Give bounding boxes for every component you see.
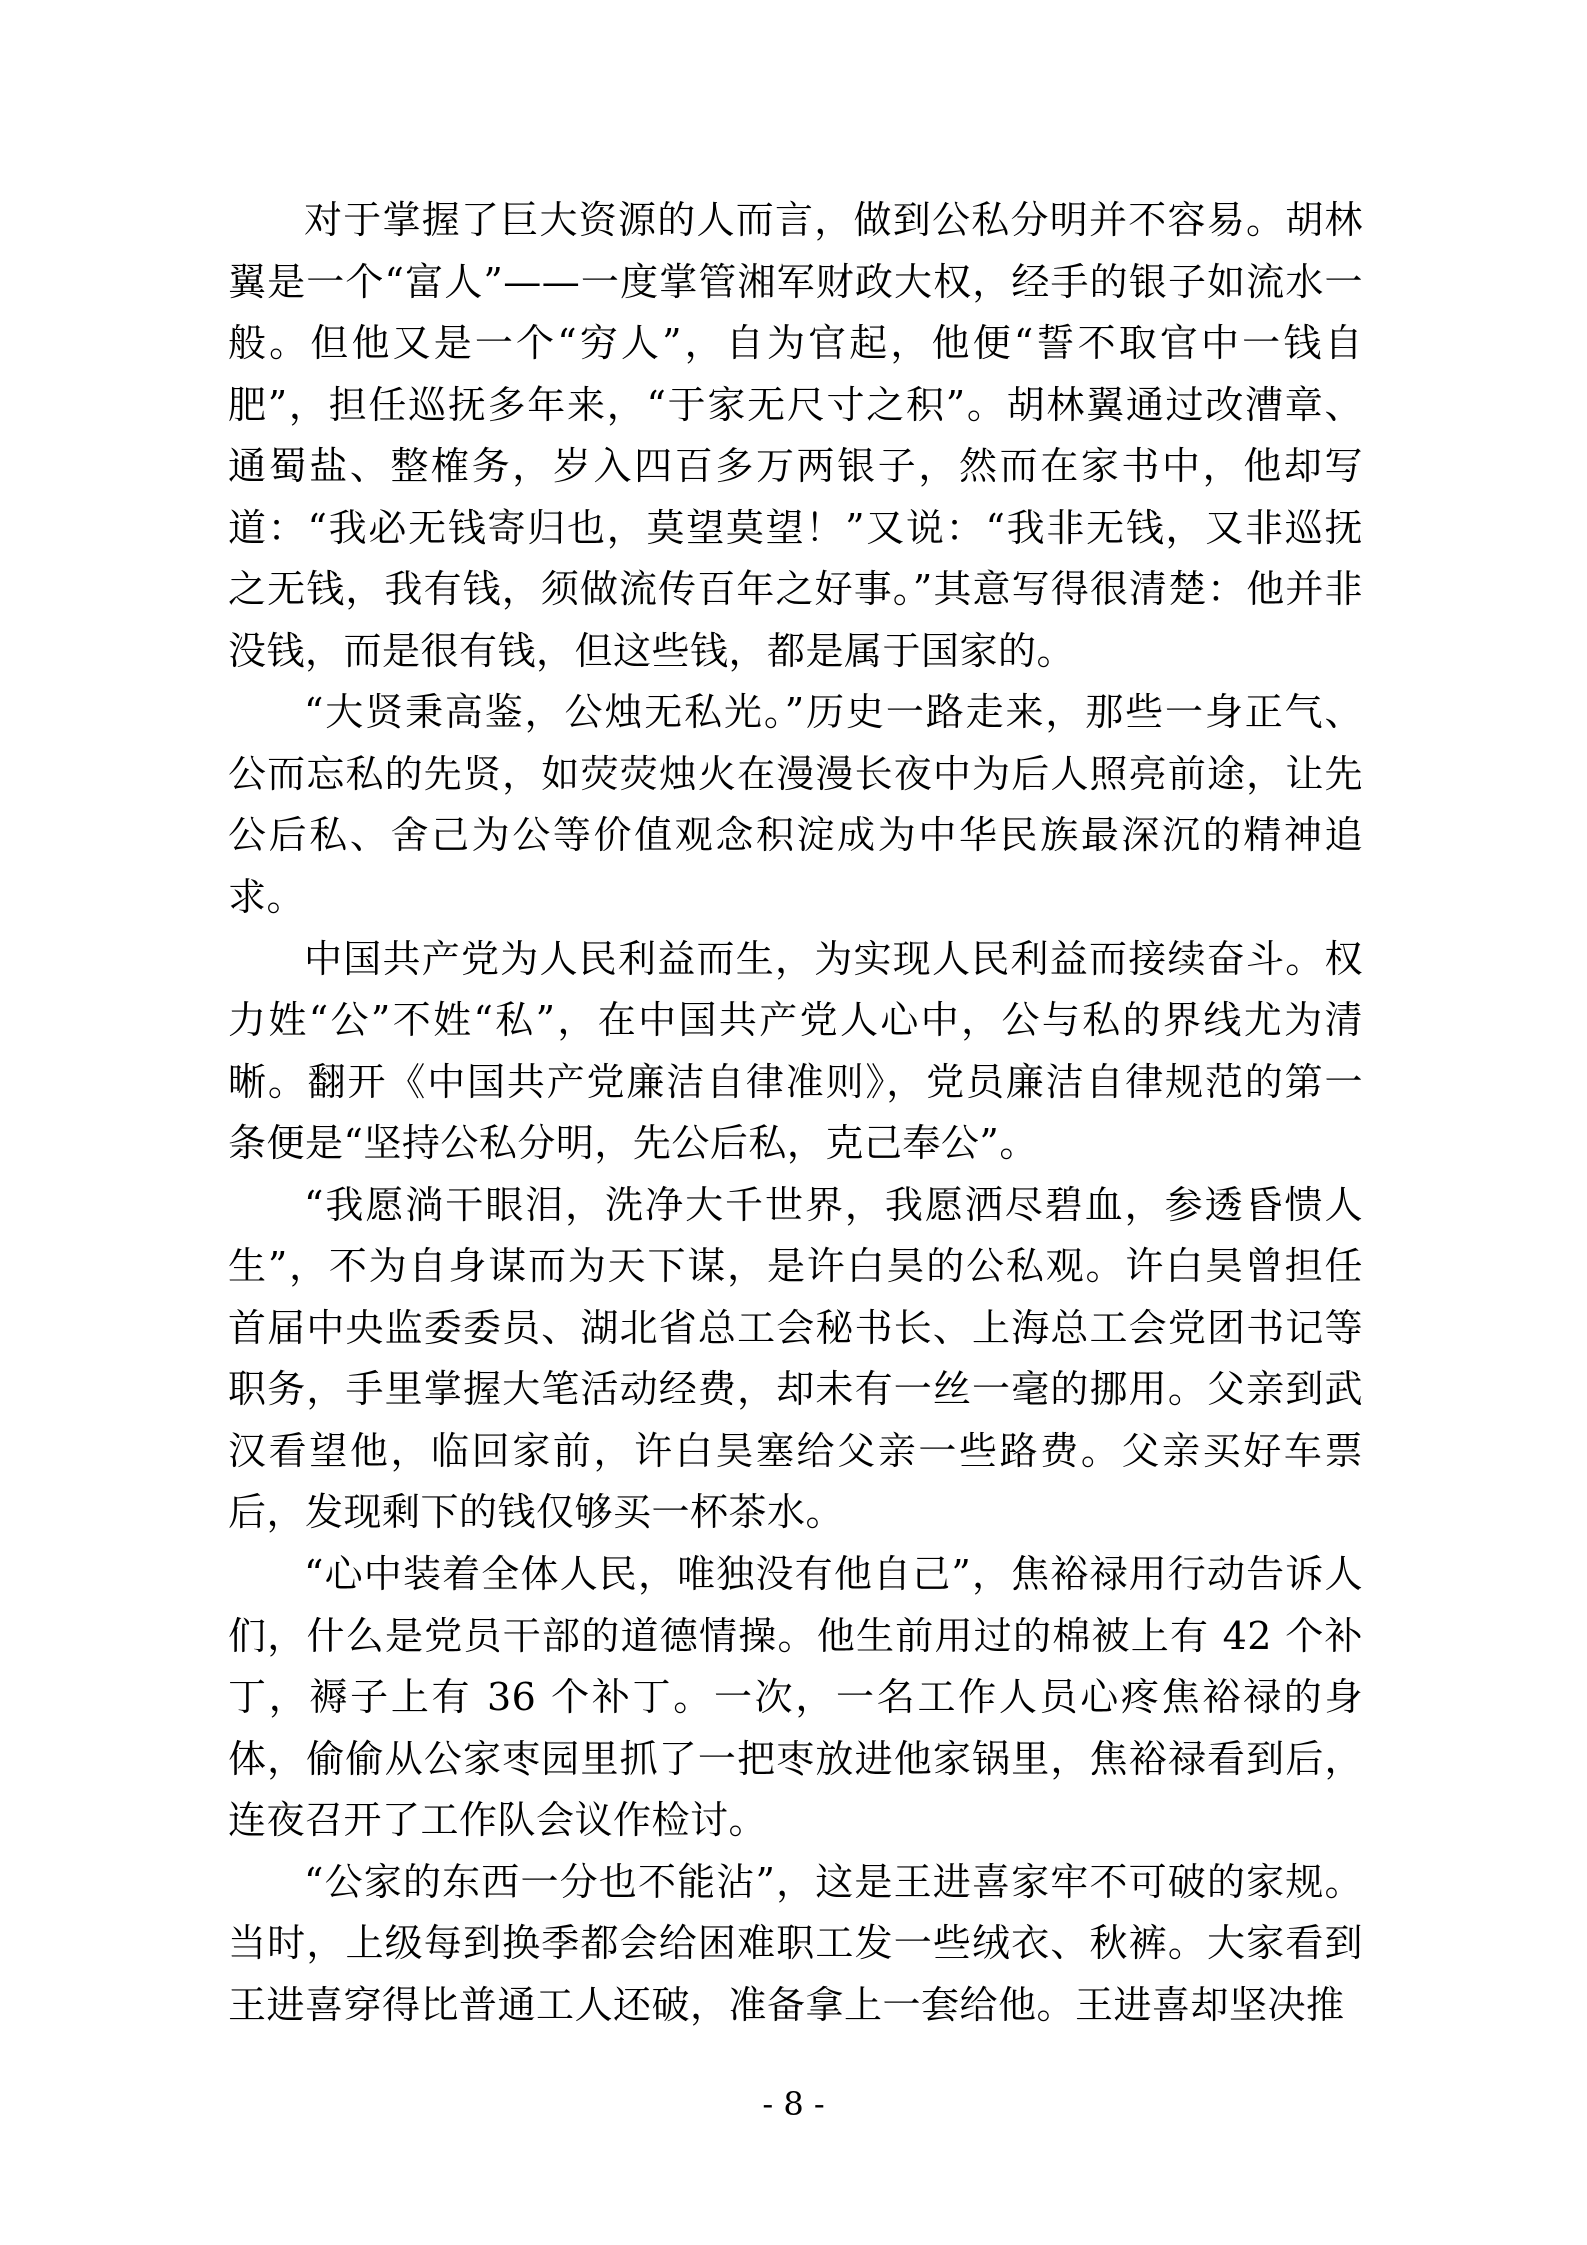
page-number: - 8 - bbox=[762, 2085, 825, 2123]
paragraph: “心中装着全体人民，唯独没有他自己”，焦裕禄用行动告诉人们，什么是党员干部的道德情操。他生前用过的棉被上有 42 个补丁，褥子上有 36 个补丁。一次，一名工作人员心疼焦裕禄的身体，偷偷从公家枣园里抓了一把枣放进他家锅里，焦裕禄看到后，连夜召开了工作队会议作检讨。 bbox=[228, 1552, 1363, 1843]
paragraph: 对于掌握了巨大资源的人而言，做到公私分明并不容易。胡林翼是一个“富人”——一度掌管湘军财政大权，经手的银子如流水一般。但他又是一个“穷人”，自为官起，他便“誓不取官中一钱自肥”，担任巡抚多年来，“于家无尺寸之积”。胡林翼通过改漕章、通蜀盐、整榷务，岁入四百多万两银子，然而在家书中，他却写道：“我必无钱寄归也，莫望莫望！”又说：“我非无钱，又非巡抚之无钱，我有钱，须做流传百年之好事。”其意写得很清楚：他并非没钱，而是很有钱，但这些钱，都是属于国家的。 bbox=[228, 198, 1363, 673]
paragraph: 中国共产党为人民利益而生，为实现人民利益而接续奋斗。权力姓“公”不姓“私”，在中国共产党人心中，公与私的界线尤为清晰。翻开《中国共产党廉洁自律准则》，党员廉洁自律规范的第一条便是“坚持公私分明，先公后私，克己奉公”。 bbox=[228, 936, 1363, 1166]
paragraph: “我愿淌干眼泪，洗净大千世界，我愿洒尽碧血，参透昏愦人生”，不为自身谋而为天下谋，是许白昊的公私观。许白昊曾担任首届中央监委委员、湖北省总工会秘书长、上海总工会党团书记等职务，手里掌握大笔活动经费，却未有一丝一毫的挪用。父亲到武汉看望他，临回家前，许白昊塞给父亲一些路费。父亲买好车票后，发现剩下的钱仅够买一杯茶水。 bbox=[228, 1182, 1363, 1535]
paragraph: “大贤秉高鉴，公烛无私光。”历史一路走来，那些一身正气、公而忘私的先贤，如荧荧烛火在漫漫长夜中为后人照亮前途，让先公后私、舍己为公等价值观念积淀成为中华民族最深沉的精神追求。 bbox=[228, 690, 1363, 920]
document-body bbox=[228, 190, 1363, 2036]
paragraph: “公家的东西一分也不能沾”，这是王进喜家牢不可破的家规。当时，上级每到换季都会给困难职工发一些绒衣、秋裤。大家看到王进喜穿得比普通工人还破，准备拿上一套给他。王进喜却坚决推 bbox=[228, 1859, 1363, 2027]
